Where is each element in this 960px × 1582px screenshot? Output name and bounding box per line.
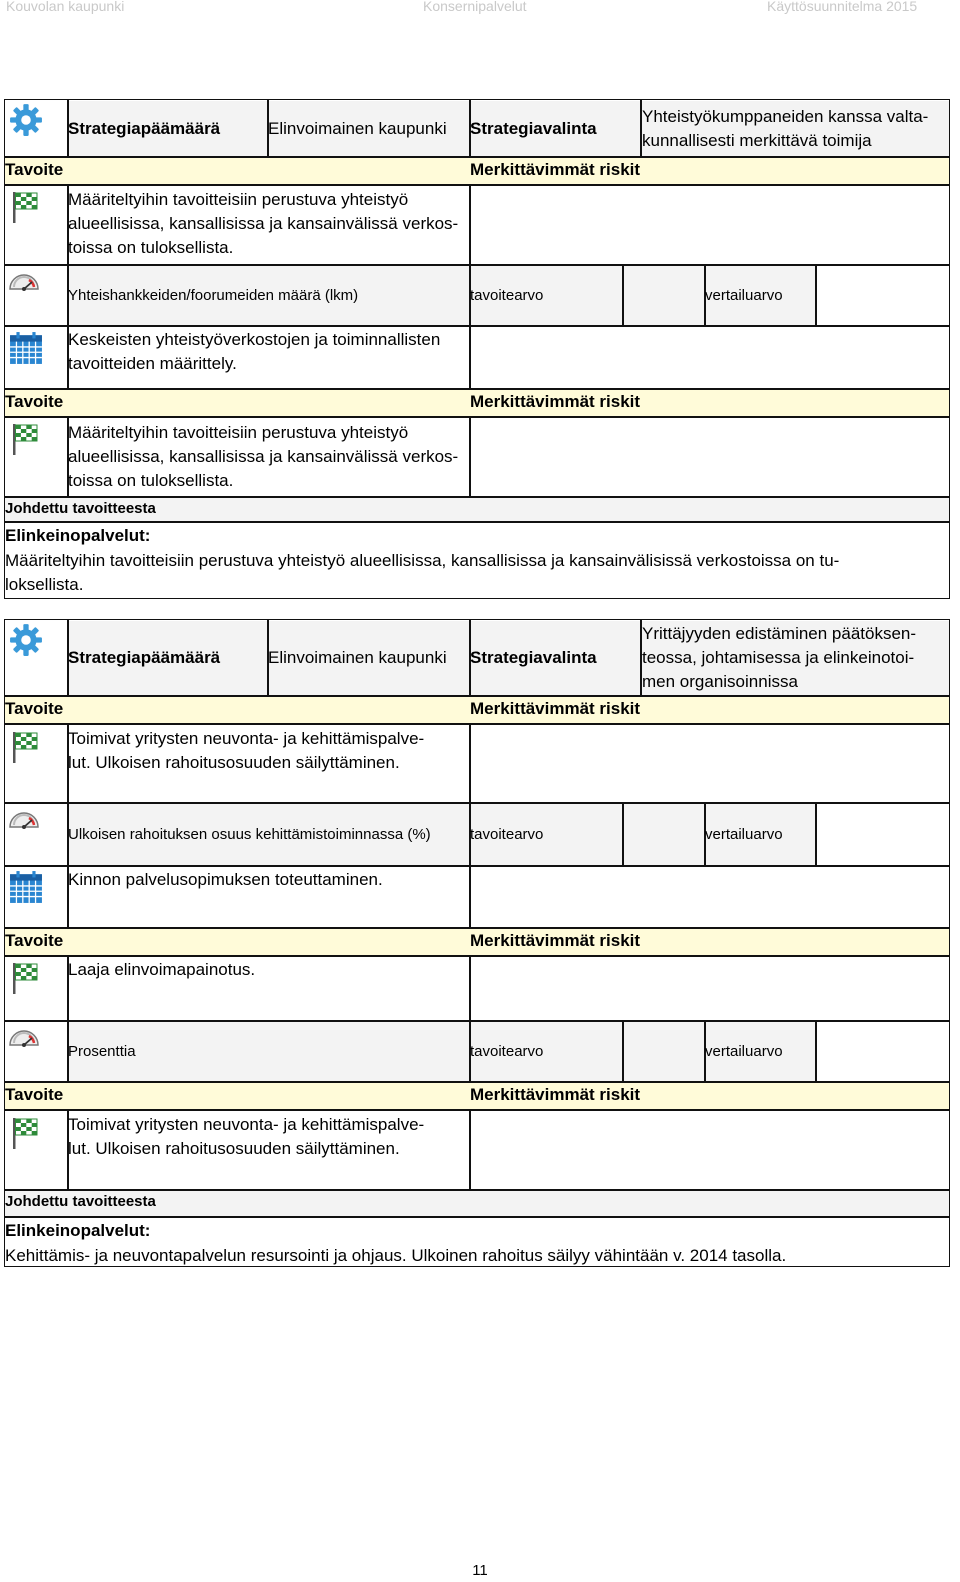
calendar-icon bbox=[9, 870, 43, 904]
target-value-label: tavoitearvo bbox=[470, 287, 544, 304]
strategic-choice-label: Strategiavalinta bbox=[470, 648, 597, 667]
meter-text: Ulkoisen rahoituksen osuus kehittämistoiminnassa (%) bbox=[68, 826, 431, 843]
target-text-line: lut. Ulkoisen rahoitusosuuden säilyttäminen. bbox=[68, 1139, 400, 1158]
target-text-line: toissa on tuloksellista. bbox=[68, 238, 234, 257]
strategic-goal-label: Strategiapäämäärä bbox=[68, 648, 221, 667]
derived-text-line: loksellista. bbox=[5, 575, 84, 594]
flag-icon bbox=[10, 730, 40, 764]
comparison-value-label: vertailuarvo bbox=[705, 1043, 783, 1060]
derived-text: Kehittämis- ja neuvontapalvelun resursointi ja ohjaus. Ulkoinen rahoitus säilyy vähintään v. 2014 tasolla. bbox=[5, 1246, 787, 1265]
meter-text: Yhteishankkeiden/foorumeiden määrä (lkm) bbox=[68, 287, 359, 304]
target-text-line: alueellisissa, kansallisissa ja kansainvälissä verkos- bbox=[68, 447, 459, 466]
gauge-icon bbox=[8, 808, 40, 830]
action-text-line: Keskeisten yhteistyöverkostojen ja toiminnallisten bbox=[68, 330, 441, 349]
risks-label: Merkittävimmät riskit bbox=[470, 160, 641, 179]
target-label: Tavoite bbox=[5, 931, 64, 950]
gauge-icon bbox=[8, 1026, 40, 1048]
comparison-value-label: vertailuarvo bbox=[705, 287, 783, 304]
flag-icon bbox=[10, 190, 40, 224]
target-value-label: tavoitearvo bbox=[470, 1043, 544, 1060]
risks-label: Merkittävimmät riskit bbox=[470, 931, 641, 950]
target-text-line: Määriteltyihin tavoitteisiin perustuva yhteistyö bbox=[68, 423, 409, 442]
derived-text-line: Määriteltyihin tavoitteisiin perustuva yhteistyö alueellisissa, kansallisissa ja kansainvälisissä verkostoissa on tu- bbox=[5, 551, 840, 570]
flag-icon bbox=[10, 1116, 40, 1150]
risks-label: Merkittävimmät riskit bbox=[470, 392, 641, 411]
header-org: Kouvolan kaupunki bbox=[6, 0, 125, 14]
flag-icon bbox=[10, 422, 40, 456]
strategic-choice-line: Yrittäjyyden edistäminen päätöksen- bbox=[642, 624, 917, 643]
action-text: Kinnon palvelusopimuksen toteuttaminen. bbox=[68, 870, 383, 889]
target-label: Tavoite bbox=[5, 699, 64, 718]
strategic-goal-label: Strategiapäämäärä bbox=[68, 119, 221, 138]
target-value-label: tavoitearvo bbox=[470, 826, 544, 843]
gauge-icon bbox=[8, 270, 40, 292]
unit-label: Elinkeinopalvelut: bbox=[5, 526, 151, 545]
comparison-value-label: vertailuarvo bbox=[705, 826, 783, 843]
strategic-choice-line: men organisoinnissa bbox=[642, 672, 798, 691]
risks-label: Merkittävimmät riskit bbox=[470, 699, 641, 718]
strategic-goal-value: Elinvoimainen kaupunki bbox=[268, 119, 447, 138]
derived-label: Johdettu tavoitteesta bbox=[5, 1193, 156, 1210]
target-text: Laaja elinvoimapainotus. bbox=[68, 960, 256, 979]
strategic-choice-line: Yhteistyökumppaneiden kanssa valta- bbox=[642, 107, 929, 126]
meter-text: Prosenttia bbox=[68, 1043, 136, 1060]
strategic-choice-line: teossa, johtamisessa ja elinkeinotoi- bbox=[642, 648, 915, 667]
target-text-line: Määriteltyihin tavoitteisiin perustuva yhteistyö bbox=[68, 190, 409, 209]
target-text-line: Toimivat yritysten neuvonta- ja kehittämispalve- bbox=[68, 1115, 425, 1134]
target-label: Tavoite bbox=[5, 392, 64, 411]
gear-icon bbox=[9, 623, 43, 657]
target-text-line: lut. Ulkoisen rahoitusosuuden säilyttäminen. bbox=[68, 753, 400, 772]
derived-label: Johdettu tavoitteesta bbox=[5, 500, 156, 517]
target-label: Tavoite bbox=[5, 1085, 64, 1104]
strategic-choice-line: kunnallisesti merkittävä toimija bbox=[642, 131, 872, 150]
header-dept: Konsernipalvelut bbox=[423, 0, 527, 14]
target-label: Tavoite bbox=[5, 160, 64, 179]
risks-label: Merkittävimmät riskit bbox=[470, 1085, 641, 1104]
header-doc: Käyttösuunnitelma 2015 bbox=[767, 0, 918, 14]
action-text-line: tavoitteiden määrittely. bbox=[68, 354, 237, 373]
calendar-icon bbox=[9, 331, 43, 365]
strategic-goal-value: Elinvoimainen kaupunki bbox=[268, 648, 447, 667]
target-text-line: alueellisissa, kansallisissa ja kansainvälissä verkos- bbox=[68, 214, 459, 233]
gear-icon bbox=[9, 103, 43, 137]
unit-label: Elinkeinopalvelut: bbox=[5, 1221, 151, 1240]
page-number: 11 bbox=[472, 1562, 488, 1579]
target-text-line: Toimivat yritysten neuvonta- ja kehittämispalve- bbox=[68, 729, 425, 748]
flag-icon bbox=[10, 961, 40, 995]
target-text-line: toissa on tuloksellista. bbox=[68, 471, 234, 490]
strategic-choice-label: Strategiavalinta bbox=[470, 119, 597, 138]
